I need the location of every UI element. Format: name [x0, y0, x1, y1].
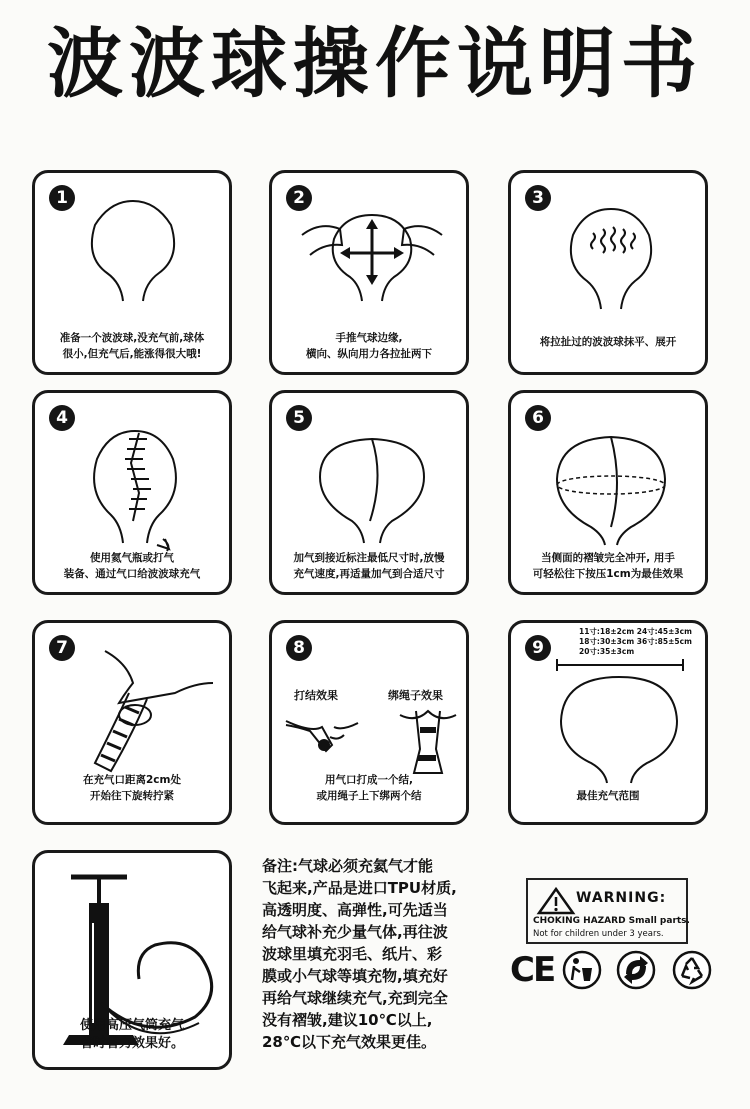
- step-caption: 手推气球边缘, 横向、纵向用力各拉扯两下: [306, 332, 432, 360]
- step-number: 5: [286, 405, 312, 431]
- warning-box: [526, 878, 688, 944]
- step-7-panel: [32, 620, 232, 825]
- step-caption: 加气到接近标注最低尺寸时,放慢 充气速度,再适量加气到合适尺寸: [293, 552, 445, 580]
- step-5-panel: [269, 390, 469, 595]
- step-caption: 使用氦气瓶或打气 装备、通过气口给波波球充气: [63, 552, 201, 580]
- tidyman-litter-icon: [562, 950, 602, 990]
- warning-heading: WARNING:: [576, 890, 667, 906]
- pump-caption: 使用高压气筒充气 省时省力效果好。: [79, 1018, 184, 1051]
- step-number: 9: [525, 635, 551, 661]
- page-title: 波波球操作说明书: [47, 19, 703, 108]
- pump-panel: [32, 850, 232, 1070]
- green-dot-icon: [616, 950, 656, 990]
- step-caption: 当侧面的褶皱完全冲开, 用手 可轻松往下按压1cm为最佳效果: [532, 552, 684, 580]
- step-number: 6: [525, 405, 551, 431]
- step-number: 7: [49, 635, 75, 661]
- note-text: 备注:气球必须充氦气才能 飞起来,产品是进口TPU材质, 高透明度、高弹性,可先适当 给气球补充少量气体,再往波 波球里填充羽毛、纸片、彩 膜或小气球等填充物,填充好 再给气球继续充气,充到完全 没有褶皱,建议10℃以上, 28℃以下充气效果更佳。: [262, 857, 457, 1051]
- warning-line-2: Not for children under 3 years.: [533, 929, 664, 939]
- step-caption: 在充气口距离2cm处 开始往下旋转拧紧: [83, 774, 181, 802]
- step-8-panel: [269, 620, 469, 825]
- size-table: 11寸:18±2cm 24寸:45±3cm 18寸:30±3cm 36寸:85±5cm 20寸:35±3cm: [579, 627, 692, 656]
- step-caption: 准备一个波波球,没充气前,球体 很小,但充气后,能涨得很大哦!: [59, 332, 205, 360]
- step-number: 3: [525, 185, 551, 211]
- warning-line-1: CHOKING HAZARD Small parts.: [533, 916, 690, 926]
- step-caption: 最佳充气范围: [576, 790, 640, 802]
- step-number: 2: [286, 185, 312, 211]
- knot-effect-label: 打结效果: [294, 689, 338, 702]
- step-2-panel: [269, 170, 469, 375]
- rope-effect-label: 绑绳子效果: [388, 689, 443, 702]
- ce-mark-icon: CE: [510, 950, 555, 990]
- step-1-panel: [32, 170, 232, 375]
- step-caption: 将拉扯过的波波球抹平、展开: [539, 336, 677, 348]
- step-number: 4: [49, 405, 75, 431]
- step-3-panel: [508, 170, 708, 375]
- step-number: 1: [49, 185, 75, 211]
- step-4-panel: [32, 390, 232, 595]
- step-caption: 用气口打成一个结, 或用绳子上下绑两个结: [316, 774, 422, 802]
- step-9-panel: [508, 620, 708, 825]
- warning-triangle-icon: [536, 886, 576, 916]
- recycle-icon: [672, 950, 712, 990]
- step-6-panel: [508, 390, 708, 595]
- step-number: 8: [286, 635, 312, 661]
